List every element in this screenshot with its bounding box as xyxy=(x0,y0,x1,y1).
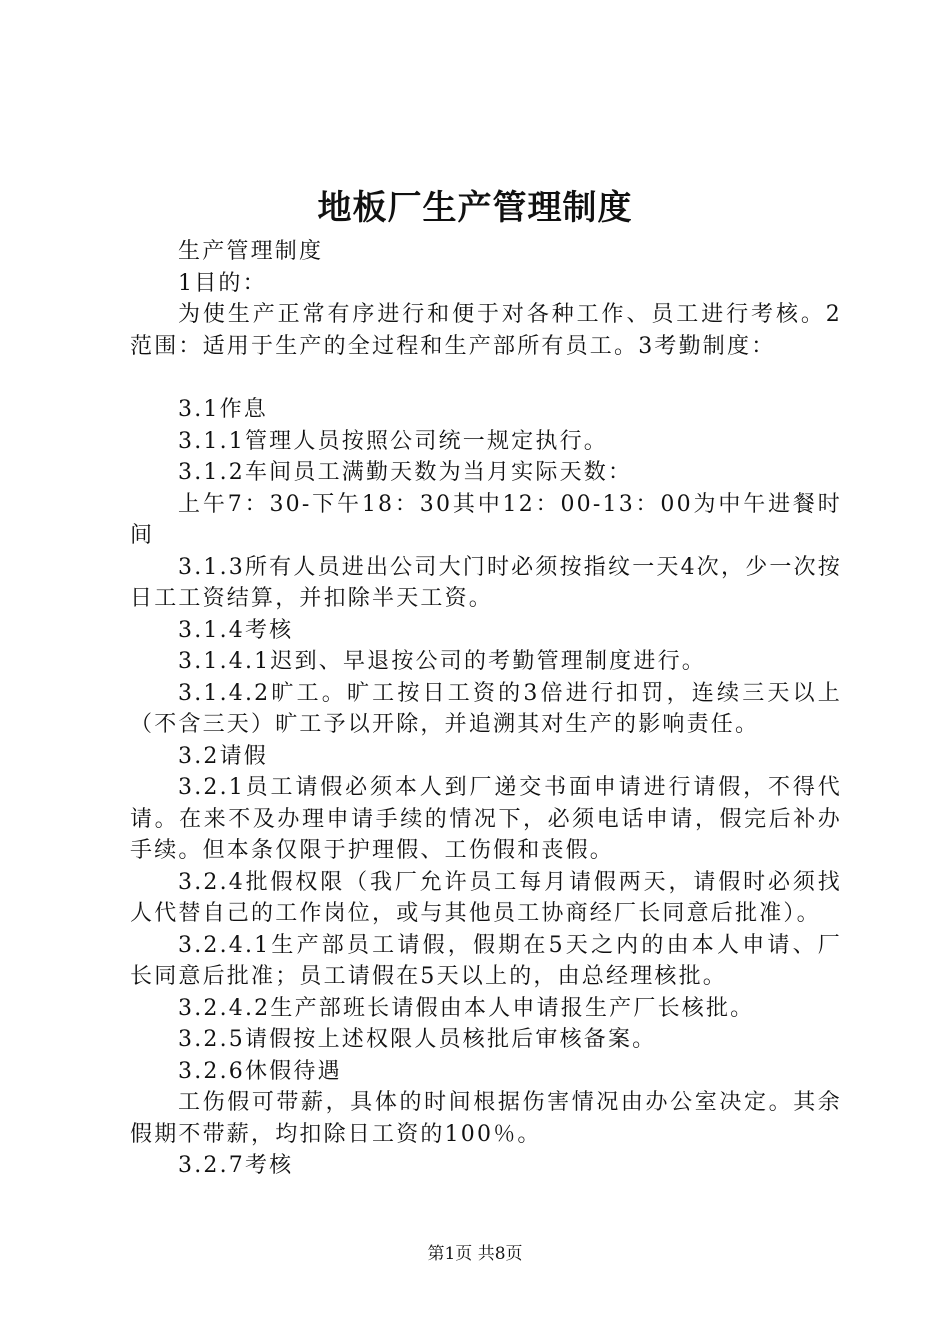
paragraph: 3.2.4批假权限（我厂允许员工每月请假两天，请假时必须找人代替自己的工作岗位，或与其他员工协商经厂长同意后批准）。 xyxy=(130,869,842,926)
paragraph: 3.1作息 xyxy=(178,397,268,422)
paragraph: 3.1.1管理人员按照公司统一规定执行。 xyxy=(178,428,608,454)
paragraph: 生产管理制度 xyxy=(178,239,324,264)
paragraph: 3.2.6休假待遇 xyxy=(178,1058,342,1084)
paragraph: 1目的： xyxy=(178,270,267,296)
paragraph: 3.2.1员工请假必须本人到厂递交书面申请进行请假，不得代请。在来不及办理申请手续的情况下，必须电话申请，假完后补办手续。但本条仅限于护理假、工伤假和丧假。 xyxy=(130,775,842,863)
paragraph: 3.2.5请假按上述权限人员核批后审核备案。 xyxy=(178,1027,657,1052)
paragraph: 上午7：30-下午18：30其中12：00-13：00为中午进餐时间 xyxy=(130,491,842,548)
paragraph: 3.1.2车间员工满勤天数为当月实际天数： xyxy=(178,460,633,485)
paragraph: 3.2.4.2生产部班长请假由本人申请报生产厂长核批。 xyxy=(178,995,755,1021)
paragraph: 3.2请假 xyxy=(178,743,268,769)
paragraph: 工伤假可带薪，具体的时间根据伤害情况由办公室决定。其余假期不带薪，均扣除日工资的100％。 xyxy=(130,1090,842,1147)
paragraph-gap xyxy=(130,362,842,394)
paragraph: 3.1.4考核 xyxy=(178,617,294,643)
paragraph: 3.1.4.1迟到、早退按公司的考勤管理制度进行。 xyxy=(178,649,706,674)
paragraph: 3.2.7考核 xyxy=(178,1153,294,1178)
page-footer: 第1页 共8页 xyxy=(427,1244,523,1264)
paragraph: 为使生产正常有序进行和便于对各种工作、员工进行考核。2范围：适用于生产的全过程和生产部所有员工。3考勤制度： xyxy=(130,302,842,359)
paragraph: 3.1.4.2旷工。旷工按日工资的3倍进行扣罚，连续三天以上（不含三天）旷工予以开除，并追溯其对生产的影响责任。 xyxy=(130,680,842,737)
paragraph: 3.2.4.1生产部员工请假，假期在5天之内的由本人申请、厂长同意后批准；员工请假在5天以上的，由总经理核批。 xyxy=(130,932,842,989)
paragraph: 3.1.3所有人员进出公司大门时必须按指纹一天4次，少一次按日工工资结算，并扣除半天工资。 xyxy=(130,554,842,611)
document-body xyxy=(130,236,842,1182)
document-title: 地板厂生产管理制度 xyxy=(317,188,633,228)
